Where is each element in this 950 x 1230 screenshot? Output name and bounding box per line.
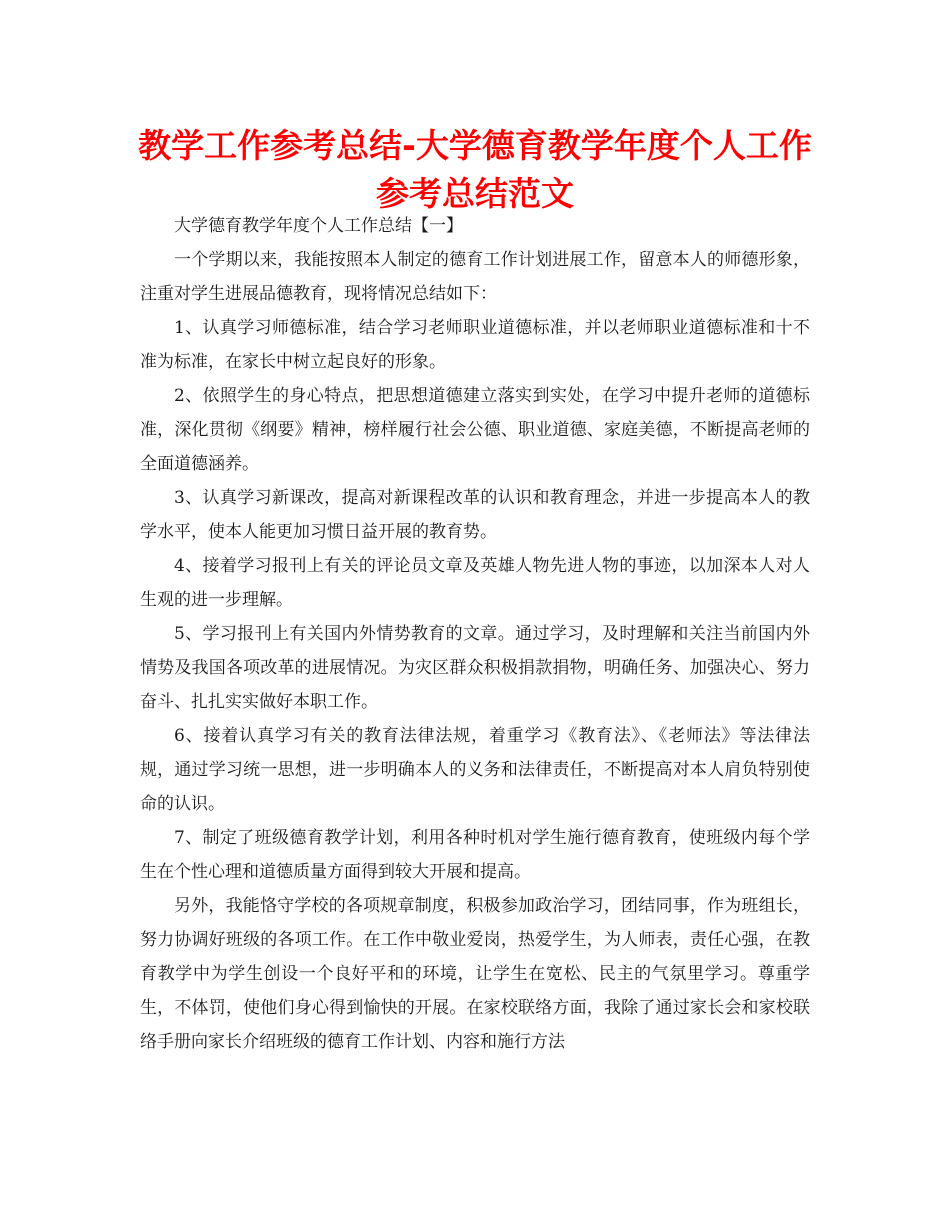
paragraph: 3、认真学习新课改，提高对新课程改革的认识和教育理念，并进一步提高本人的教学水平，使本人能更加习惯日益开展的教育势。 bbox=[140, 488, 810, 542]
paragraph: 一个学期以来，我能按照本人制定的德育工作计划进展工作，留意本人的师德形象，注重对学生进展品德教育，现将情况总结如下： bbox=[140, 250, 810, 304]
section-heading: 大学德育教学年度个人工作总结【一】 bbox=[174, 216, 463, 236]
paragraph: 4、接着学习报刊上有关的评论员文章及英雄人物先进人物的事迹，以加深本人对人生观的进一步理解。 bbox=[140, 556, 810, 610]
paragraph: 2、依照学生的身心特点，把思想道德建立落实到实处，在学习中提升老师的道德标准，深化贯彻《纲要》精神，榜样履行社会公德、职业道德、家庭美德，不断提高老师的全面道德涵养。 bbox=[140, 386, 810, 474]
paragraph: 5、学习报刊上有关国内外情势教育的文章。通过学习，及时理解和关注当前国内外情势及我国各项改革的进展情况。为灾区群众积极捐款捐物，明确任务、加强决心、努力奋斗、扎扎实实做好本职工作。 bbox=[140, 624, 810, 712]
paragraph: 1、认真学习师德标准，结合学习老师职业道德标准，并以老师职业道德标准和十不准为标准，在家长中树立起良好的形象。 bbox=[140, 318, 810, 372]
paragraph: 7、制定了班级德育教学计划，利用各种时机对学生施行德育教育，使班级内每个学生在个性心理和道德质量方面得到较大开展和提高。 bbox=[140, 828, 810, 882]
paragraph: 6、接着认真学习有关的教育法律法规，着重学习《教育法》、《老师法》等法律法规，通过学习统一思想，进一步明确本人的义务和法律责任，不断提高对本人肩负特别使命的认识。 bbox=[140, 726, 810, 814]
document-body bbox=[140, 209, 810, 1059]
paragraph: 另外，我能恪守学校的各项规章制度，积极参加政治学习，团结同事，作为班组长，努力协调好班级的各项工作。在工作中敬业爱岗，热爱学生，为人师表，责任心强，在教育教学中为学生创设一个良好平和的环境，让学生在宽松、民主的气氛里学习。尊重学生，不体罚，使他们身心得到愉快的开展。在家校联络方面，我除了通过家长会和家校联络手册向家长介绍班级的德育工作计划、内容和施行方法 bbox=[140, 896, 810, 1052]
document-title: 教学工作参考总结-大学德育教学年度个人工作参考总结范文 bbox=[138, 126, 812, 213]
